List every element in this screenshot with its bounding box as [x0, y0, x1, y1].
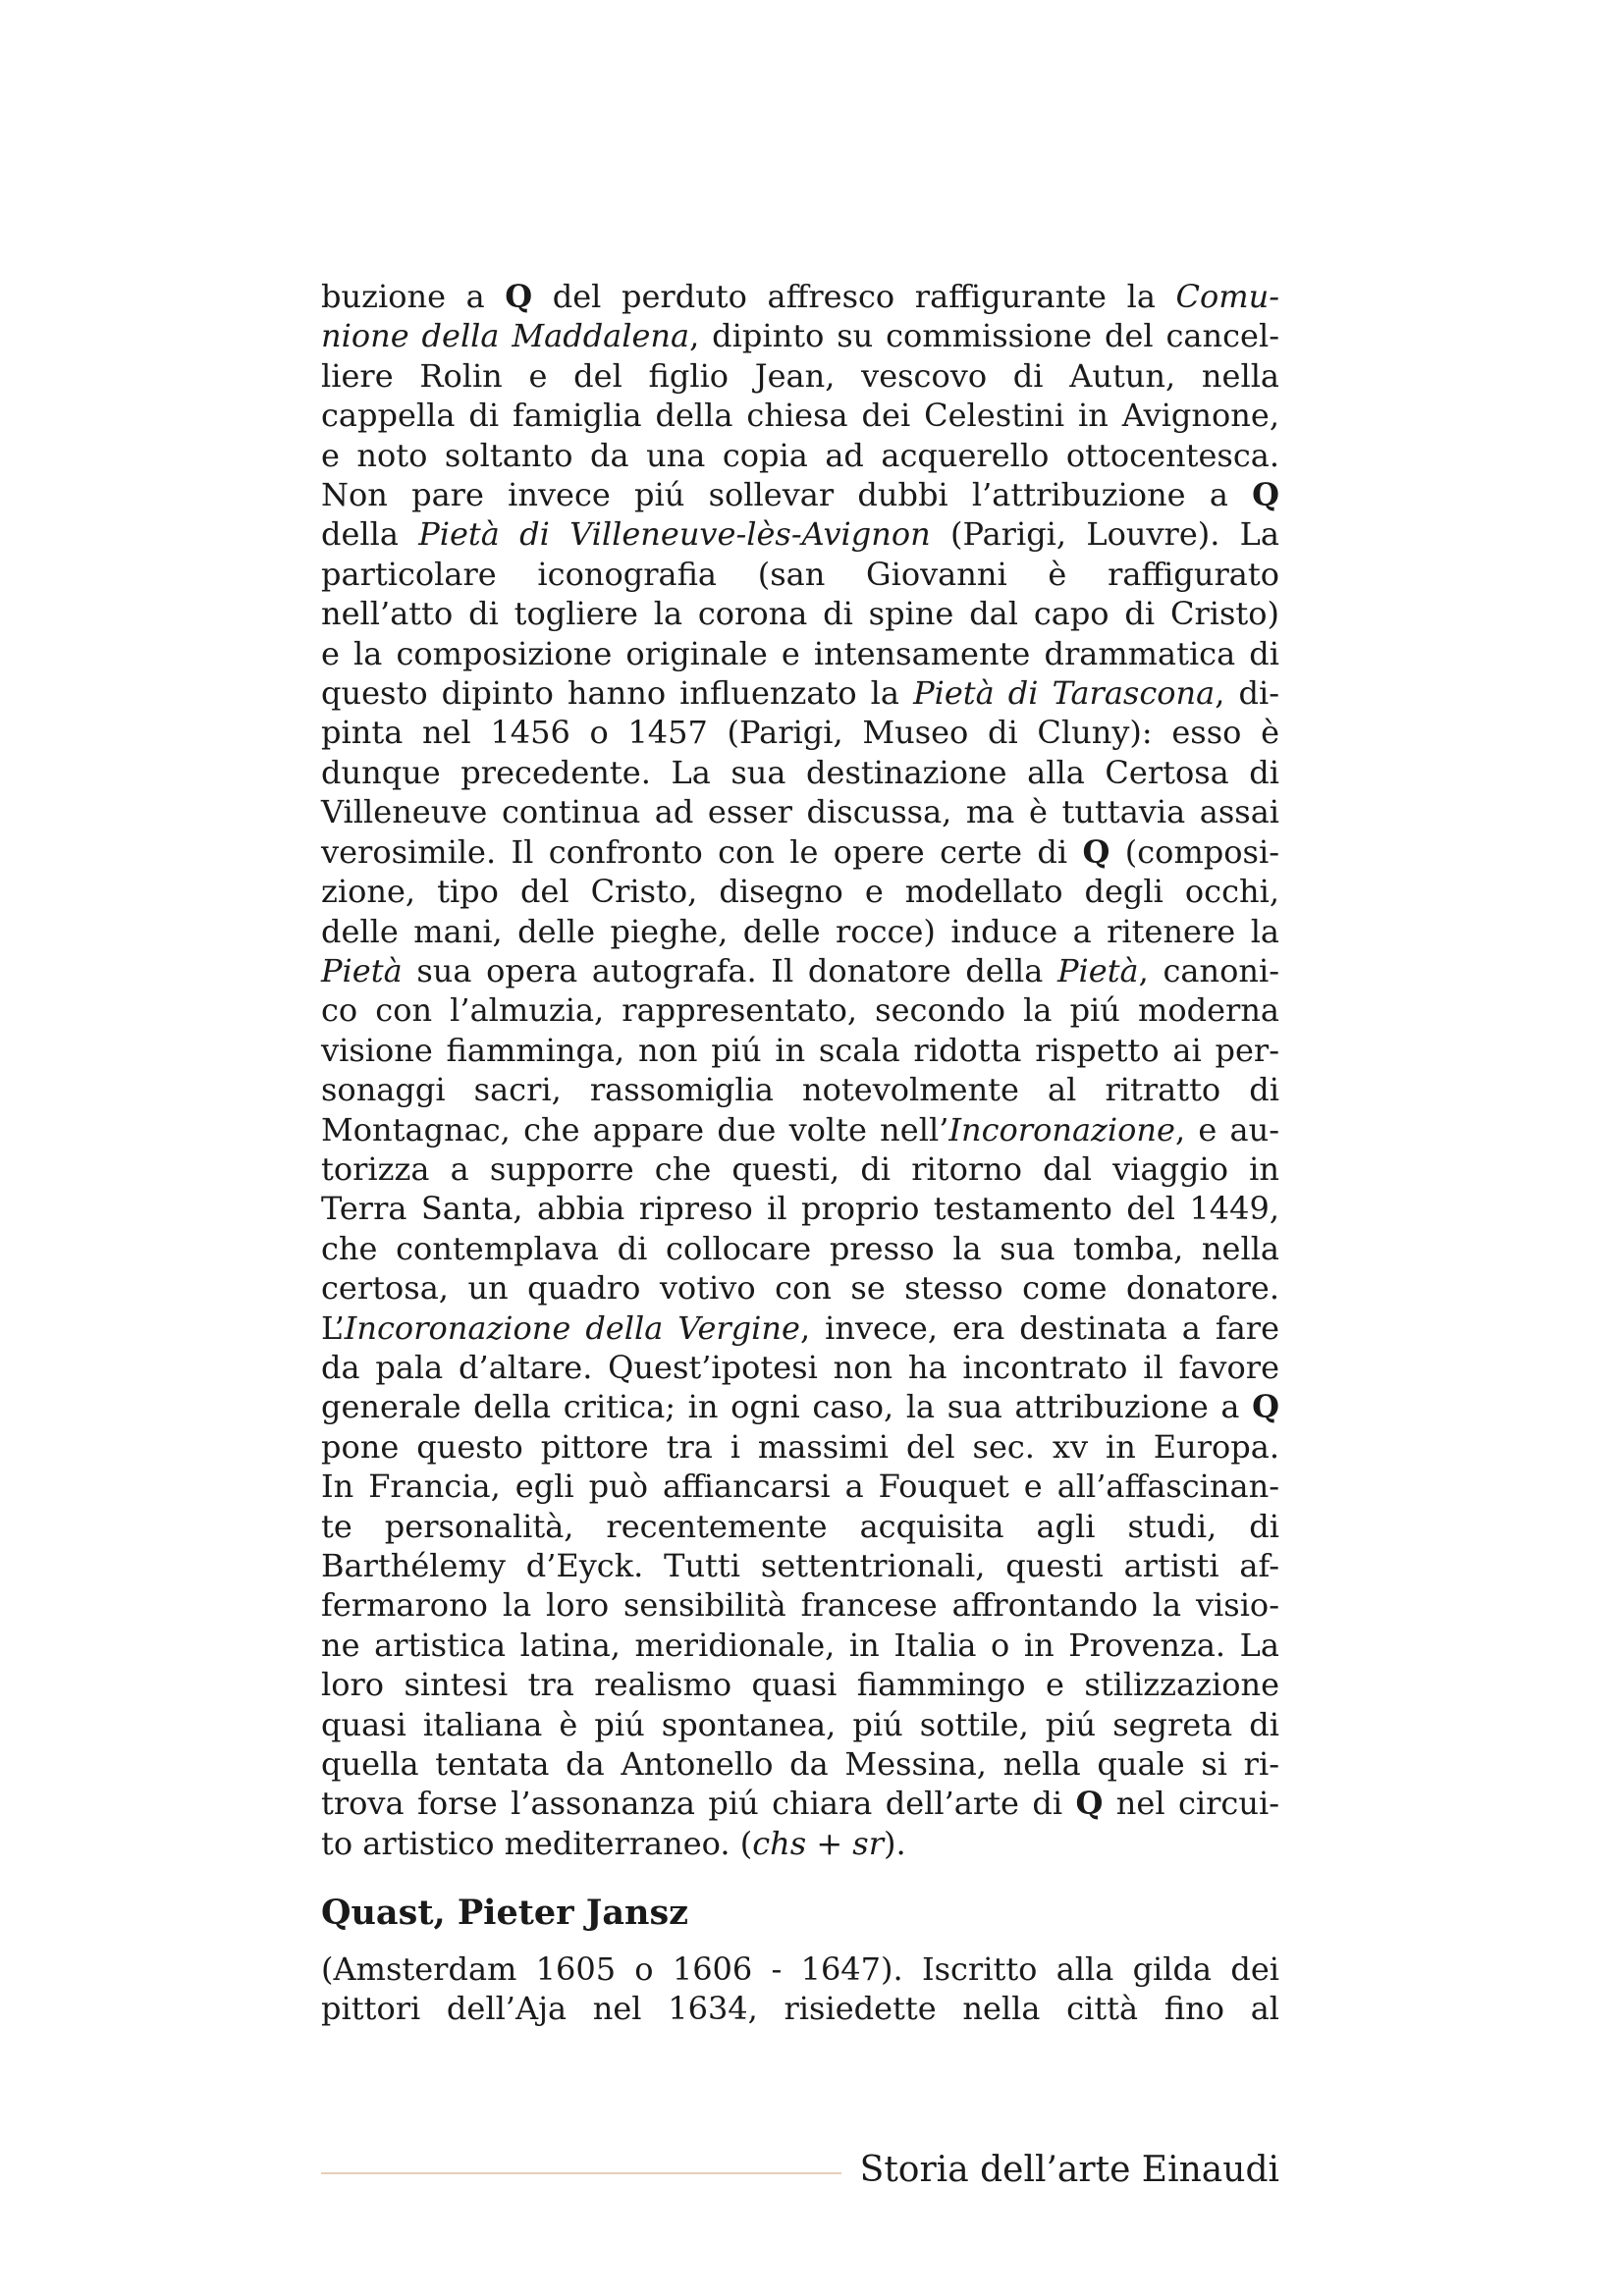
text-segment: loro sintesi tra realismo quasi fiammingo e stilizzazione: [321, 1666, 1279, 1704]
text-segment: che contemplava di collocare presso la sua tomba, nella: [321, 1229, 1279, 1267]
text-segment: In Francia, egli può affiancarsi a Fouquet e all’affascinan-: [321, 1468, 1279, 1506]
text-line: [321, 1665, 1279, 1704]
text-line: [321, 1626, 1279, 1665]
text-segment: nell’atto di togliere la corona di spine dal capo di Cristo): [321, 595, 1279, 633]
text-line: [321, 436, 1279, 475]
text-segment: trova forse l’assonanza piú chiara dell’arte di: [321, 1785, 1076, 1823]
text-segment: Q: [1082, 832, 1110, 871]
text-line: [321, 1585, 1279, 1625]
text-segment: ).: [884, 1824, 906, 1862]
text-line: [321, 951, 1279, 990]
text-segment: particolare iconografia (san Giovanni è raffigurato: [321, 555, 1279, 593]
text-segment: chs + sr: [752, 1824, 885, 1862]
text-segment: zione, tipo del Cristo, disegno e modellato degli occhi,: [321, 873, 1279, 911]
text-line: [321, 1229, 1279, 1268]
text-line: [321, 1705, 1279, 1744]
text-line: [321, 1824, 1279, 1863]
text-line: [321, 594, 1279, 633]
text-line: [321, 1744, 1279, 1784]
text-line: [321, 1268, 1279, 1308]
text-segment: Q: [1075, 1785, 1104, 1823]
text-line: [321, 277, 1279, 316]
text-segment: (composi-: [1109, 832, 1280, 871]
entry-paragraph: [321, 1949, 1279, 2029]
text-segment: Terra Santa, abbia ripreso il proprio testamento del 1449,: [321, 1190, 1279, 1228]
text-line: [321, 1427, 1279, 1467]
text-segment: , canoni-: [1138, 951, 1280, 989]
text-segment: , e au-: [1174, 1110, 1279, 1148]
text-segment: ne artistica latina, meridionale, in Italia o in Provenza. La: [321, 1626, 1279, 1664]
text-line: [321, 792, 1279, 831]
text-line: [321, 673, 1279, 713]
text-segment: Q: [1252, 476, 1279, 514]
footer-title: Storia dell’arte Einaudi: [859, 2150, 1279, 2190]
text-segment: della: [321, 515, 419, 554]
text-segment: Pietà: [321, 951, 403, 989]
text-segment: nione della Maddalena: [321, 317, 690, 355]
text-segment: Q: [505, 278, 533, 315]
text-segment: delle mani, delle pieghe, delle rocce) induce a ritenere la: [321, 912, 1279, 950]
text-segment: e la composizione originale e intensamente drammatica di: [321, 634, 1279, 672]
text-segment: Non pare invece piú sollevar dubbi l’attribuzione a: [321, 476, 1253, 514]
text-line: [321, 1031, 1279, 1070]
text-segment: Montagnac, che appare due volte nell’: [321, 1110, 949, 1148]
text-segment: visione fiamminga, non piú in scala ridotta rispetto ai per-: [321, 1031, 1279, 1069]
text-segment: pinta nel 1456 o 1457 (Parigi, Museo di Cluny): esso è: [321, 714, 1279, 752]
text-line: [321, 634, 1279, 673]
text-segment: Q: [1252, 1388, 1279, 1426]
text-segment: buzione a: [321, 278, 506, 315]
text-segment: nel circui-: [1103, 1785, 1280, 1823]
text-segment: quella tentata da Antonello da Messina, nella quale si ri-: [321, 1745, 1279, 1784]
text-segment: , invece, era destinata a fare: [799, 1308, 1280, 1347]
text-line: [321, 872, 1279, 911]
text-segment: da pala d’altare. Quest’ipotesi non ha incontrato il favore: [321, 1348, 1279, 1386]
entry-line: (Amsterdam 1605 o 1606 - 1647). Iscritto alla gilda dei: [321, 1950, 1279, 1988]
text-segment: Incoronazione: [948, 1110, 1175, 1148]
text-line: [321, 316, 1279, 355]
text-line: [321, 1149, 1279, 1189]
text-segment: pone questo pittore tra i massimi del sec. xv in Europa.: [321, 1427, 1279, 1466]
footer-rule: [321, 2172, 841, 2174]
text-segment: dunque precedente. La sua destinazione alla Certosa di: [321, 753, 1279, 791]
text-segment: (Parigi, Louvre). La: [930, 515, 1279, 554]
text-segment: L’: [321, 1308, 345, 1347]
text-line: [321, 1189, 1279, 1228]
entry-line: pittori dell’Aja nel 1634, risiedette nella città fino al: [321, 1990, 1279, 2028]
text-segment: Comu-: [1175, 278, 1279, 315]
text-segment: , dipinto su commissione del cancel-: [689, 317, 1280, 355]
entry-body: [321, 1949, 1279, 2029]
text-segment: certosa, un quadro votivo con se stesso come donatore.: [321, 1269, 1279, 1308]
text-segment: liere Rolin e del figlio Jean, vescovo di Autun, nella: [321, 356, 1279, 395]
text-line: [321, 832, 1279, 872]
text-line: [321, 1546, 1279, 1585]
text-segment: e noto soltanto da una copia ad acquerello ottocentesca.: [321, 436, 1279, 474]
text-segment: co con l’almuzia, rappresentato, secondo la piú moderna: [321, 991, 1279, 1030]
text-segment: Barthélemy d’Eyck. Tutti settentrionali, questi artisti af-: [321, 1547, 1279, 1584]
text-segment: Pietà di Villeneuve-lès-Avignon: [418, 515, 931, 554]
text-line: [321, 514, 1279, 554]
text-segment: Pietà di Tarascona: [913, 674, 1216, 713]
text-line: [321, 1110, 1279, 1149]
text-segment: cappella di famiglia della chiesa dei Celestini in Avignone,: [321, 397, 1279, 435]
text-line: [321, 990, 1279, 1030]
main-paragraph: [321, 277, 1279, 1863]
text-segment: Incoronazione della Vergine: [344, 1308, 800, 1347]
text-segment: fermarono la loro sensibilità francese affrontando la visio-: [321, 1586, 1279, 1625]
text-line: [321, 1308, 1279, 1348]
text-segment: questo dipinto hanno influenzato la: [321, 674, 914, 713]
text-line: [321, 1507, 1279, 1546]
entry-title: Quast, Pieter Jansz: [321, 1893, 689, 1933]
text-segment: to artistico mediterraneo. (: [321, 1824, 753, 1862]
text-line: [321, 396, 1279, 435]
text-line: [321, 1784, 1279, 1823]
text-segment: Pietà: [1056, 951, 1139, 989]
text-line: [321, 1387, 1279, 1426]
text-line: [321, 912, 1279, 951]
text-segment: torizza a supporre che questi, di ritorno dal viaggio in: [321, 1149, 1279, 1188]
text-segment: del perduto affresco raffigurante la: [532, 278, 1176, 315]
text-line: [321, 713, 1279, 752]
text-segment: , di-: [1215, 674, 1280, 713]
text-line: [321, 555, 1279, 594]
main-text-block: [321, 277, 1279, 1863]
text-segment: quasi italiana è piú spontanea, piú sottile, piú segreta di: [321, 1705, 1279, 1743]
text-segment: generale della critica; in ogni caso, la sua attribuzione a: [321, 1388, 1253, 1426]
text-segment: te personalità, recentemente acquisita agli studi, di: [321, 1507, 1279, 1545]
text-line: [321, 475, 1279, 514]
text-segment: verosimile. Il confronto con le opere certe di: [321, 832, 1083, 871]
text-segment: Villeneuve continua ad esser discussa, ma è tuttavia assai: [321, 793, 1279, 831]
text-line: [321, 1070, 1279, 1109]
text-line: [321, 753, 1279, 792]
text-line: [321, 1467, 1279, 1506]
text-segment: sonaggi sacri, rassomiglia notevolmente al ritratto di: [321, 1071, 1279, 1109]
text-line: [321, 1348, 1279, 1387]
text-line: [321, 356, 1279, 396]
text-segment: sua opera autografa. Il donatore della: [402, 951, 1057, 989]
